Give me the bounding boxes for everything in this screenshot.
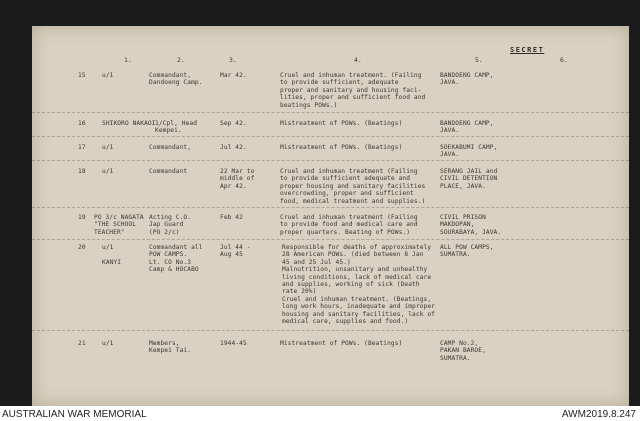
row-number: 21 [78, 340, 86, 347]
column-number-6: 6. [560, 56, 568, 64]
row-place: BANDOENG CAMP, JAVA. [440, 120, 494, 135]
row-date: Feb 42 [220, 214, 243, 221]
row-divider [32, 239, 629, 240]
row-divider [32, 207, 629, 208]
row-rank: Commandant [149, 168, 188, 175]
row-name: SHIKORO NAKAOI [102, 120, 156, 127]
row-date: 1944-45 [220, 340, 247, 347]
row-name: u/1 [102, 72, 114, 79]
row-rank: Commandant all POW CAMPS. Lt. CO No.3 Camp & HOCABO [149, 244, 203, 274]
row-charge: Mistreatment of POWs. (Beatings) [280, 144, 403, 151]
row-charge: Cruel and inhuman treatment (Failing to provide sufficient adequate and proper housing and sanitary facilities overcrowding, proper and sufficient food, medical treatment and supplies.) [280, 168, 426, 205]
row-place: CIVIL PRISON MAKDOPAN, SOURABAYA, JAVA. [440, 214, 502, 236]
row-place: ALL POW CAMPS, SUMATRA. [440, 244, 494, 259]
row-divider [32, 330, 629, 331]
row-name: u/1 KANYI [102, 244, 122, 266]
row-rank: Commandant, [149, 144, 192, 151]
row-date: Jul 44 - Aug 45 [220, 244, 251, 259]
row-number: 19 [78, 214, 86, 221]
row-name: u/1 [102, 168, 114, 175]
column-number-5: 5. [475, 56, 483, 64]
footer-accession-number: AWM2019.8.247 [561, 409, 636, 420]
row-divider [32, 136, 629, 137]
column-number-4: 4. [354, 56, 362, 64]
document-sheet [32, 26, 629, 406]
row-charge: Cruel and inhuman treatment (Failing to provide food and medical care and proper quarters. Beating of POWs.) [280, 214, 418, 236]
row-place: SOEKABUMI CAMP, JAVA. [440, 144, 498, 159]
row-charge: Cruel and inhuman treatment. (Failing to provide sufficient, adequate proper and sanitary and housing faci- lities, proper and sufficient food and beatings POWs.) [280, 72, 426, 109]
classification-label: SECRET [510, 46, 545, 54]
row-name: u/1 [102, 340, 114, 347]
column-number-3: 3. [229, 56, 237, 64]
footer-institution: AUSTRALIAN WAR MEMORIAL [2, 409, 147, 420]
row-place: SERANG JAIL and CIVIL DETENTION PLACE, JAVA. [440, 168, 498, 190]
row-charge: Responsible for deaths of approximately 28 American POWs. (died between 8 Jan 45 and 25 Jul 45.) Malnutrition, unsanitary and unhealthy living conditions, lack of medical care and supplies, working of sick (Death rate 20%) Cruel and inhuman treatment. (Beatings, long work hours, inadequate and improper housing and sanitary facilities, lack of medical care, supplies and food.) [282, 244, 436, 326]
row-charge: Mistreatment of POWs. (Beatings) [280, 120, 403, 127]
column-number-2: 2. [177, 56, 185, 64]
row-divider [32, 160, 629, 161]
row-name: PO 3/c NAGATA "THE SCHOOL TEACHER" [94, 214, 144, 236]
row-rank: Members, Kempei Tai. [149, 340, 192, 355]
row-rank: Acting C.O. Jap Guard (PO 2/c) [149, 214, 192, 236]
row-number: 17 [78, 144, 86, 151]
row-number: 16 [78, 120, 86, 127]
row-number: 15 [78, 72, 86, 79]
row-divider [32, 112, 629, 113]
row-rank: Commandant, Dandoeng Camp. [149, 72, 203, 87]
row-date: Jul 42. [220, 144, 247, 151]
row-place: CAMP No.2, PAKAN BAROE, SUMATRA. [440, 340, 486, 362]
row-rank: 1/Cpl, Head Kempei. [155, 120, 198, 135]
row-number: 18 [78, 168, 86, 175]
row-date: 22 Mar to middle of Apr 42. [220, 168, 255, 190]
row-place: BANDOENG CAMP, JAVA. [440, 72, 494, 87]
row-charge: Mistreatment of POWs. (Beatings) [280, 340, 403, 347]
row-date: Sep 42. [220, 120, 247, 127]
row-date: Mar 42. [220, 72, 247, 79]
row-name: u/1 [102, 144, 114, 151]
row-number: 20 [78, 244, 86, 251]
column-number-1: 1. [124, 56, 132, 64]
